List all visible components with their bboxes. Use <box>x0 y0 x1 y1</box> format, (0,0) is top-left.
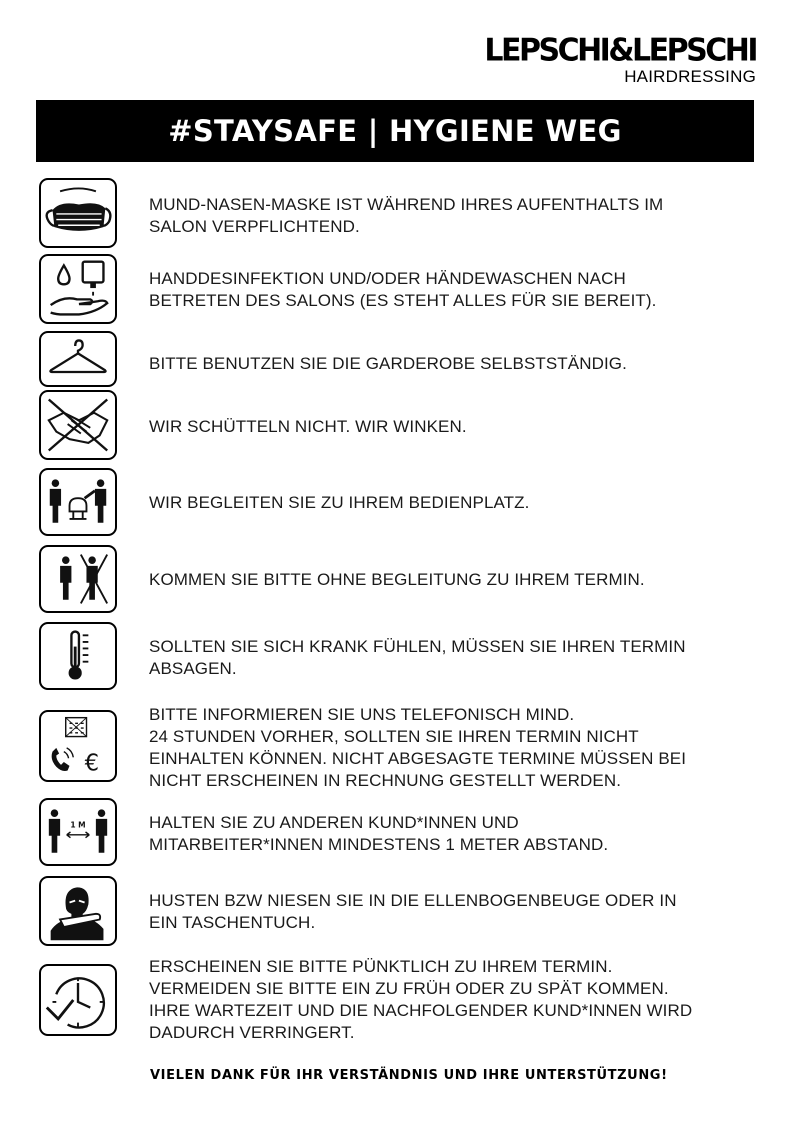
no-companion-icon <box>39 545 117 613</box>
rule-text: HANDDESINFEKTION UND/ODER HÄNDEWASCHEN NACH BETRETEN DES SALONS (ES STEHT ALLES FÜR SIE BEREIT). <box>149 269 657 310</box>
hand-disinfection-icon <box>39 254 117 324</box>
thermometer-icon <box>39 622 117 690</box>
rule-text: HALTEN SIE ZU ANDEREN KUND*INNEN UND MITARBEITER*INNEN MINDESTENS 1 METER ABSTAND. <box>149 813 609 854</box>
face-mask-icon <box>39 178 117 248</box>
brand-name: LEPSCHI&LEPSCHI <box>484 32 756 69</box>
cough-elbow-icon <box>39 876 117 946</box>
thank-you-footer: VIELEN DANK FÜR IHR VERSTÄNDNIS UND IHRE UNTERSTÜTZUNG! <box>150 1068 668 1083</box>
rule-text: HUSTEN BZW NIESEN SIE IN DIE ELLENBOGENBEUGE ODER IN EIN TASCHENTUCH. <box>149 891 677 932</box>
rule-text: SOLLTEN SIE SICH KRANK FÜHLEN, MÜSSEN SIE IHREN TERMIN ABSAGEN. <box>149 637 686 678</box>
distance-1m-icon <box>39 798 117 866</box>
punctual-clock-icon <box>39 964 117 1036</box>
escort-to-chair-icon <box>39 468 117 536</box>
svg-text:€: € <box>84 750 100 777</box>
no-handshake-icon <box>39 390 117 460</box>
rule-text: KOMMEN SIE BITTE OHNE BEGLEITUNG ZU IHREM TERMIN. <box>149 570 645 589</box>
rule-text: BITTE BENUTZEN SIE DIE GARDEROBE SELBSTSTÄNDIG. <box>149 354 627 373</box>
coat-hanger-icon <box>39 331 117 387</box>
rule-text: BITTE INFORMIEREN SIE UNS TELEFONISCH MIND. 24 STUNDEN VORHER, SOLLTEN SIE IHREN TERMIN NICHT EINHALTEN KÖNNEN. NICHT ABGESAGTE TERMINE MÜSSEN BEI NICHT ERSCHEINEN IN RECHNUNG GESTELLT WERDEN. <box>149 705 687 790</box>
rule-text: ERSCHEINEN SIE BITTE PÜNKTLICH ZU IHREM TERMIN. VERMEIDEN SIE BITTE EIN ZU FRÜH ODER ZU SPÄT KOMMEN. IHRE WARTEZEIT UND DIE NACHFOLGENDER KUND*INNEN WIRD DADURCH VERRINGERT. <box>149 957 693 1042</box>
distance-label: 1 M <box>70 820 86 830</box>
rule-text: MUND-NASEN-MASKE IST WÄHREND IHRES AUFENTHALTS IM SALON VERPFLICHTEND. <box>149 195 664 236</box>
title-banner <box>36 100 754 162</box>
brand-subtitle: HAIRDRESSING <box>624 67 756 86</box>
page-title: #STAYSAFE | HYGIENE WEG <box>168 114 622 148</box>
phone-cancel-fee-icon <box>39 710 117 782</box>
brand-logo <box>484 34 756 86</box>
rule-text: WIR SCHÜTTELN NICHT. WIR WINKEN. <box>149 417 467 436</box>
rule-text: WIR BEGLEITEN SIE ZU IHREM BEDIENPLATZ. <box>149 493 530 512</box>
